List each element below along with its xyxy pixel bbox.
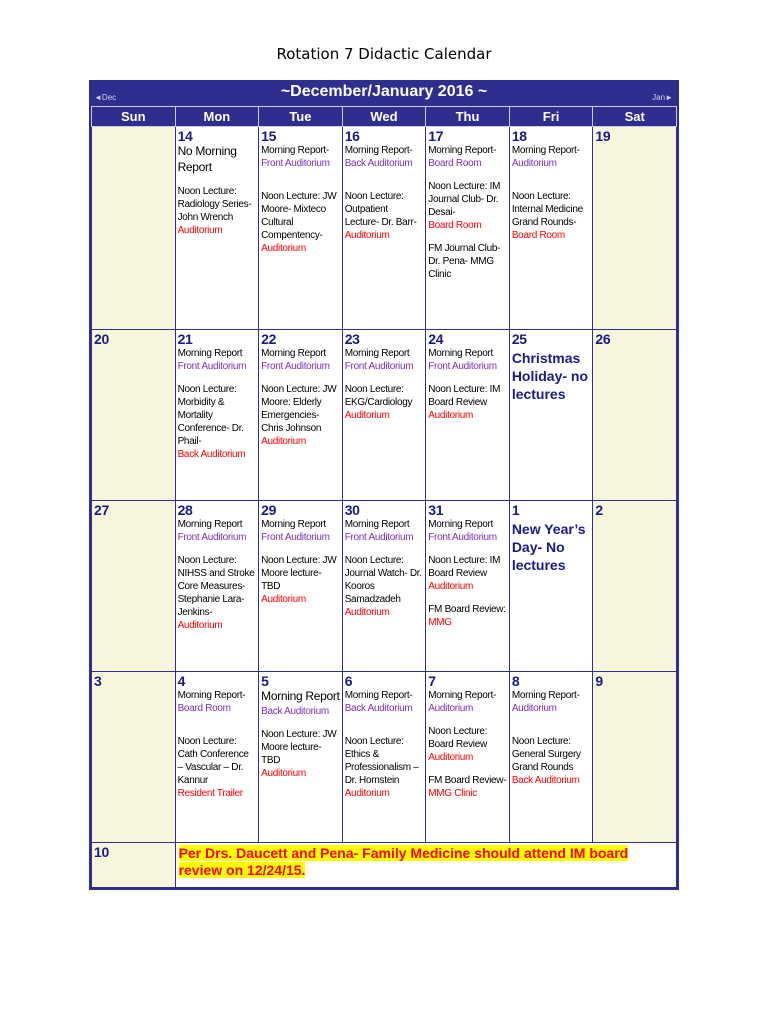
event-location: Back Auditorium bbox=[177, 449, 246, 460]
event-location: Auditorium bbox=[428, 410, 474, 421]
weekday-sun: Sun bbox=[92, 107, 176, 127]
day-number: 18 bbox=[511, 128, 527, 144]
day-cell bbox=[426, 127, 510, 330]
event-text: Morning Report bbox=[261, 519, 326, 530]
event-text: Morning Report- bbox=[511, 690, 580, 701]
next-month-link[interactable]: Jan► bbox=[652, 93, 673, 102]
day-number: 14 bbox=[177, 128, 193, 144]
event-text: Noon Lecture: NIHSS and Stroke Core Measures- Stephanie Lara- Jenkins- bbox=[177, 555, 255, 618]
event-text: Noon Lecture: IM Journal Club- Dr. Desai- bbox=[428, 181, 501, 218]
event-location: Back Auditorium bbox=[344, 703, 413, 714]
event-location: Auditorium bbox=[428, 752, 474, 763]
day-cell bbox=[342, 501, 426, 672]
day-number: 28 bbox=[177, 502, 193, 518]
day-number: 31 bbox=[428, 502, 444, 518]
event-text: FM Board Review: bbox=[428, 604, 506, 615]
event-text: Noon Lecture: Internal Medicine Grand Rounds- bbox=[511, 191, 583, 228]
day-cell bbox=[509, 672, 593, 843]
event-text: Noon Lecture: Board Review bbox=[428, 726, 488, 750]
event-location: Board Room bbox=[177, 703, 231, 714]
day-cell bbox=[259, 672, 343, 843]
event-location: Front Auditorium bbox=[428, 532, 497, 543]
event-location: Auditorium bbox=[344, 607, 390, 618]
event-location: Front Auditorium bbox=[261, 532, 330, 543]
day-cell bbox=[259, 330, 343, 501]
day-number: 30 bbox=[344, 502, 360, 518]
event-text: FM Board Review- bbox=[428, 775, 507, 786]
event-location: Back Auditorium bbox=[344, 158, 413, 169]
event-location: Auditorium bbox=[428, 703, 474, 714]
event-location: Board Room bbox=[428, 158, 482, 169]
event-location: Auditorium bbox=[511, 158, 557, 169]
day-cell-weekend bbox=[92, 843, 176, 888]
event-location: Auditorium bbox=[511, 703, 557, 714]
calendar bbox=[89, 80, 679, 890]
event-text: Morning Report- bbox=[428, 145, 497, 156]
event-text: Noon Lecture: JW Moore- Mixteco Cultural Compentency- bbox=[261, 191, 337, 241]
event-text: Noon Lecture: JW Moore lecture- TBD bbox=[261, 555, 337, 592]
event-text: Morning Report- bbox=[261, 145, 329, 156]
event-text: Noon Lecture: IM Board Review bbox=[428, 384, 501, 408]
day-number: 19 bbox=[595, 128, 611, 144]
day-cell bbox=[509, 127, 593, 330]
event-text: Noon Lecture: Journal Watch- Dr. Kooros Samadzadeh bbox=[344, 555, 422, 605]
day-number: 17 bbox=[428, 128, 444, 144]
event-location: Auditorium bbox=[344, 788, 390, 799]
day-number: 7 bbox=[428, 673, 436, 689]
event-text: Noon Lecture: IM Board Review bbox=[428, 555, 501, 579]
day-number: 22 bbox=[261, 331, 277, 347]
day-cell bbox=[509, 501, 593, 672]
event-text: Morning Report bbox=[344, 519, 410, 530]
day-cell-weekend bbox=[92, 501, 176, 672]
weekday-tue: Tue bbox=[259, 107, 343, 127]
weekday-wed: Wed bbox=[342, 107, 426, 127]
day-number: 24 bbox=[428, 331, 444, 347]
event-location: Auditorium bbox=[261, 594, 306, 605]
prev-month-link[interactable]: ◄Dec bbox=[94, 93, 117, 102]
day-number: 20 bbox=[94, 331, 109, 347]
event-text: No Morning Report bbox=[177, 144, 237, 174]
event-location: Resident Trailer bbox=[177, 788, 243, 799]
event-text: Noon Lecture: EKG/Cardiology bbox=[344, 384, 413, 408]
event-location: MMG Clinic bbox=[428, 788, 477, 799]
event-text: Noon Lecture: General Surgery Grand Rounds bbox=[511, 736, 581, 773]
family-medicine-note: Per Drs. Daucett and Pena- Family Medicine should attend IM board review on 12/24/15. bbox=[178, 845, 629, 878]
event-location: Front Auditorium bbox=[261, 158, 330, 169]
day-number: 15 bbox=[261, 128, 277, 144]
day-number: 27 bbox=[94, 502, 109, 518]
day-number: 29 bbox=[261, 502, 277, 518]
event-text: Morning Report- bbox=[177, 690, 246, 701]
day-number: 4 bbox=[177, 673, 186, 689]
calendar-grid bbox=[91, 106, 677, 888]
day-number: 26 bbox=[595, 331, 611, 347]
event-location: Auditorium bbox=[177, 225, 223, 237]
day-cell bbox=[342, 330, 426, 501]
day-cell bbox=[175, 127, 259, 330]
day-cell-empty bbox=[92, 127, 176, 330]
day-cell bbox=[175, 330, 259, 501]
day-cell bbox=[342, 672, 426, 843]
day-cell-weekend bbox=[593, 330, 677, 501]
event-location: Back Auditorium bbox=[511, 775, 580, 786]
day-cell bbox=[342, 127, 426, 330]
event-location: Board Room bbox=[511, 230, 565, 241]
day-cell-weekend bbox=[593, 127, 677, 330]
day-cell bbox=[175, 501, 259, 672]
event-location: Auditorium bbox=[428, 581, 474, 592]
event-text: Morning Report bbox=[344, 348, 410, 359]
event-text: Noon Lecture: Ethics & Professionalism – Dr. Hornstein bbox=[344, 736, 419, 786]
weekday-header-row bbox=[92, 107, 677, 127]
day-cell-weekend bbox=[593, 672, 677, 843]
day-cell bbox=[509, 330, 593, 501]
day-number: 21 bbox=[177, 331, 193, 347]
event-text: Noon Lecture: JW Moore: Elderly Emergencies- Chris Johnson bbox=[261, 384, 337, 434]
day-number: 1 bbox=[511, 502, 520, 518]
day-number: 9 bbox=[595, 673, 603, 689]
event-location: Front Auditorium bbox=[177, 532, 247, 543]
calendar-title: ~December/January 2016 ~ bbox=[280, 83, 488, 100]
event-text: Noon Lecture: Radiology Series- John Wrench bbox=[177, 186, 252, 224]
day-cell bbox=[259, 127, 343, 330]
event-location: Auditorium bbox=[261, 767, 306, 779]
day-number: 23 bbox=[344, 331, 360, 347]
day-cell bbox=[426, 672, 510, 843]
event-text: Noon Lecture: Outpatient Lecture- Dr. Barr- bbox=[344, 191, 417, 228]
day-cell-weekend bbox=[92, 330, 176, 501]
event-location: Front Auditorium bbox=[344, 532, 414, 543]
event-location: Front Auditorium bbox=[344, 361, 414, 372]
event-location: Front Auditorium bbox=[261, 361, 330, 372]
day-number: 6 bbox=[344, 673, 353, 689]
week-row bbox=[92, 330, 677, 501]
day-number: 8 bbox=[511, 673, 520, 689]
day-number: 10 bbox=[94, 844, 109, 860]
calendar-header bbox=[91, 82, 677, 106]
event-location: Board Room bbox=[428, 220, 482, 231]
event-text: Noon Lecture: JW Moore lecture- TBD bbox=[261, 728, 337, 766]
day-number: 16 bbox=[344, 128, 360, 144]
event-text: Morning Report bbox=[177, 348, 243, 359]
event-text: Morning Report bbox=[177, 519, 243, 530]
event-location: MMG bbox=[428, 617, 452, 628]
day-number: 25 bbox=[511, 331, 527, 347]
note-row bbox=[92, 843, 677, 888]
weekday-mon: Mon bbox=[175, 107, 259, 127]
day-cell bbox=[426, 330, 510, 501]
event-text: Morning Report- bbox=[428, 690, 497, 701]
event-text: Morning Report- bbox=[511, 145, 580, 156]
weekday-fri: Fri bbox=[509, 107, 593, 127]
weekday-thu: Thu bbox=[426, 107, 510, 127]
week-row bbox=[92, 127, 677, 330]
event-text: Morning Report- bbox=[344, 145, 413, 156]
event-location: Auditorium bbox=[261, 243, 306, 254]
day-cell bbox=[426, 501, 510, 672]
holiday-text: New Year’s Day- No lectures bbox=[511, 521, 586, 573]
document-title: Rotation 7 Didactic Calendar bbox=[276, 45, 492, 63]
event-text: FM Journal Club- Dr. Pena- MMG Clinic bbox=[428, 243, 501, 280]
event-text: Morning Report- bbox=[344, 690, 413, 701]
event-text: Noon Lecture: Morbidity & Mortality Conference- Dr. Phail- bbox=[177, 384, 244, 447]
day-number: 5 bbox=[261, 673, 269, 689]
day-cell bbox=[175, 672, 259, 843]
note-cell bbox=[175, 843, 676, 888]
event-text: Morning Report bbox=[428, 348, 493, 359]
day-cell-weekend bbox=[593, 501, 677, 672]
event-location: Auditorium bbox=[177, 620, 223, 631]
event-location: Auditorium bbox=[261, 436, 306, 447]
event-location: Front Auditorium bbox=[428, 361, 497, 372]
event-location: Back Auditorium bbox=[261, 705, 329, 717]
day-number: 3 bbox=[94, 673, 102, 689]
holiday-text: Christmas Holiday- no lectures bbox=[511, 350, 589, 402]
event-location: Auditorium bbox=[344, 230, 390, 241]
weekday-sat: Sat bbox=[593, 107, 677, 127]
event-text: Noon Lecture: Cath Conference – Vascular – Dr. Kannur bbox=[177, 736, 249, 786]
day-cell-weekend bbox=[92, 672, 176, 843]
day-cell bbox=[259, 501, 343, 672]
week-row bbox=[92, 672, 677, 843]
event-location: Front Auditorium bbox=[177, 361, 247, 372]
day-number: 2 bbox=[595, 502, 603, 518]
event-text: Morning Report bbox=[428, 519, 493, 530]
event-text: Morning Report bbox=[261, 689, 340, 703]
week-row bbox=[92, 501, 677, 672]
event-location: Auditorium bbox=[344, 410, 390, 421]
event-text: Morning Report bbox=[261, 348, 326, 359]
